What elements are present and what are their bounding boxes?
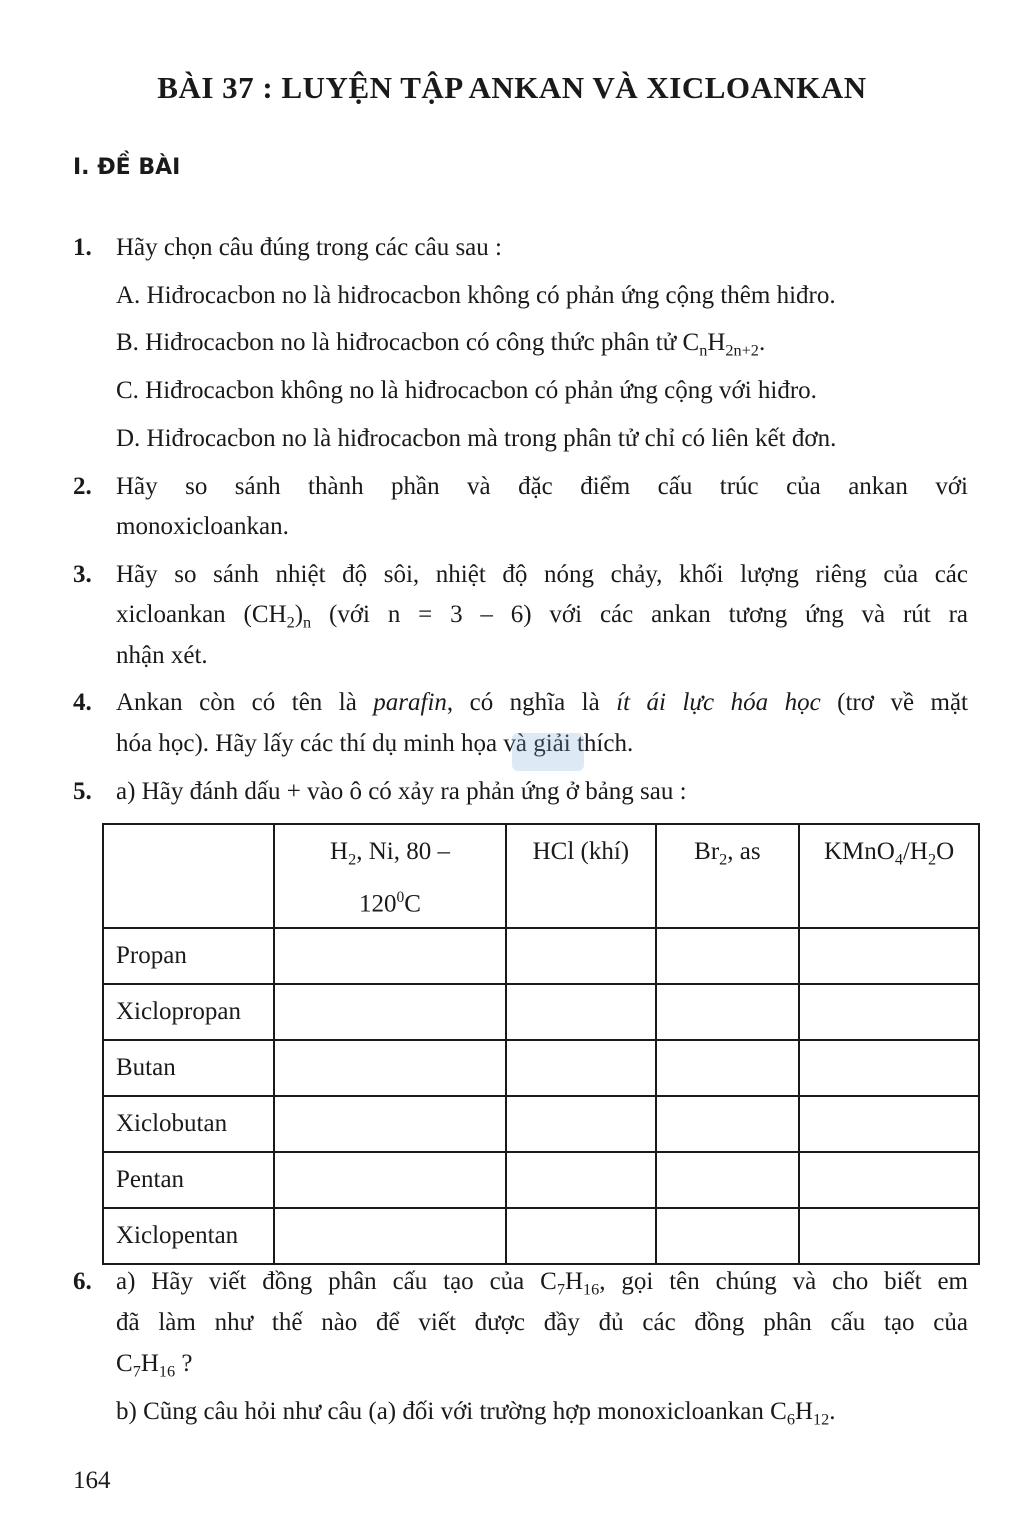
option-b: B. Hiđrocacbon no là hiđrocacbon có công thức phân tử $C_nH_{2n+2}$.: [116, 329, 766, 360]
table-header-row: [103, 824, 979, 928]
table-row: [103, 1040, 979, 1096]
question-5-stem: a) Hãy đánh dấu + vào ô có xảy ra phản ứng ở bảng sau :: [116, 778, 687, 805]
question-4-line-1: Ankan còn có tên là parafin, có nghĩa là ít ái lực hóa học (trơ về mặt: [116, 689, 968, 716]
reaction-table: [102, 823, 980, 1265]
answer-cell[interactable]: [656, 1040, 800, 1096]
answer-cell[interactable]: [506, 1152, 656, 1208]
question-6-line-1: a) Hãy viết đồng phân cấu tạo của $C_7H_{16}$, gọi tên chúng và cho biết em: [116, 1268, 968, 1299]
question-2-line-1: Hãy so sánh thành phần và đặc điểm cấu trúc của ankan với: [116, 473, 968, 500]
row-label: Propan: [103, 928, 274, 984]
section-heading: I. ĐỀ BÀI: [73, 155, 181, 180]
question-4-line-2: hóa học). Hãy lấy các thí dụ minh họa và giải thích.: [116, 730, 634, 757]
table-row: [103, 928, 979, 984]
row-label: Xiclopentan: [103, 1208, 274, 1264]
header-blank: [103, 824, 274, 928]
answer-cell[interactable]: [799, 984, 979, 1040]
question-6-line-2: đã làm như thế nào để viết được đầy đủ các đồng phân cấu tạo của: [116, 1309, 968, 1336]
question-6-line-3: $C_7H_{16}$ ?: [116, 1350, 193, 1381]
answer-cell[interactable]: [799, 1208, 979, 1264]
header-h2-ni: $H_2$, Ni, 80 – $120^0C$: [274, 824, 506, 928]
answer-cell[interactable]: [274, 1152, 506, 1208]
table-row: [103, 984, 979, 1040]
page-title: BÀI 37 : LUYỆN TẬP ANKAN VÀ XICLOANKAN: [157, 70, 867, 105]
option-a: A. Hiđrocacbon no là hiđrocacbon không có phản ứng cộng thêm hiđro.: [116, 282, 836, 309]
header-hcl: HCl (khí): [506, 824, 656, 928]
question-6-part-b: b) Cũng câu hỏi như câu (a) đối với trường hợp monoxicloankan $C_6H_{12}$.: [116, 1398, 836, 1429]
question-3-line-1: Hãy so sánh nhiệt độ sôi, nhiệt độ nóng chảy, khối lượng riêng của các: [116, 561, 968, 588]
question-1-stem: Hãy chọn câu đúng trong các câu sau :: [116, 234, 502, 261]
answer-cell[interactable]: [274, 1208, 506, 1264]
answer-cell[interactable]: [506, 1096, 656, 1152]
question-2-line-2: monoxicloankan.: [116, 513, 289, 540]
answer-cell[interactable]: [799, 928, 979, 984]
page-number: 164: [73, 1467, 111, 1494]
option-d: D. Hiđrocacbon no là hiđrocacbon mà trong phân tử chỉ có liên kết đơn.: [116, 425, 837, 452]
question-1-number: 1.: [73, 234, 92, 261]
table-row: [103, 1152, 979, 1208]
answer-cell[interactable]: [656, 1208, 800, 1264]
question-5-number: 5.: [73, 778, 92, 805]
answer-cell[interactable]: [799, 1152, 979, 1208]
answer-cell[interactable]: [506, 1208, 656, 1264]
header-br2: $Br_2$, as: [656, 824, 800, 928]
answer-cell[interactable]: [656, 984, 800, 1040]
row-label: Butan: [103, 1040, 274, 1096]
answer-cell[interactable]: [799, 1040, 979, 1096]
answer-cell[interactable]: [799, 1096, 979, 1152]
answer-cell[interactable]: [656, 1096, 800, 1152]
question-4-number: 4.: [73, 689, 92, 716]
answer-cell[interactable]: [274, 1096, 506, 1152]
answer-cell[interactable]: [506, 928, 656, 984]
question-2-number: 2.: [73, 473, 92, 500]
answer-cell[interactable]: [656, 928, 800, 984]
answer-cell[interactable]: [656, 1152, 800, 1208]
answer-cell[interactable]: [274, 1040, 506, 1096]
answer-cell[interactable]: [506, 1040, 656, 1096]
table-row: [103, 1208, 979, 1264]
answer-cell[interactable]: [274, 984, 506, 1040]
table-row: [103, 1096, 979, 1152]
answer-cell[interactable]: [506, 984, 656, 1040]
row-label: Xiclobutan: [103, 1096, 274, 1152]
question-3-number: 3.: [73, 561, 92, 588]
header-kmno4: $KMnO_4/H_2O$: [799, 824, 979, 928]
row-label: Pentan: [103, 1152, 274, 1208]
option-c: C. Hiđrocacbon không no là hiđrocacbon có phản ứng cộng với hiđro.: [116, 377, 817, 404]
watermark-logo: [512, 733, 584, 771]
question-3-line-3: nhận xét.: [116, 642, 208, 669]
row-label: Xiclopropan: [103, 984, 274, 1040]
question-3-line-2: xicloankan $(CH_2)_n$ (với n = 3 – 6) với các ankan tương ứng và rút ra: [116, 601, 968, 632]
answer-cell[interactable]: [274, 928, 506, 984]
question-6-number: 6.: [73, 1268, 92, 1295]
